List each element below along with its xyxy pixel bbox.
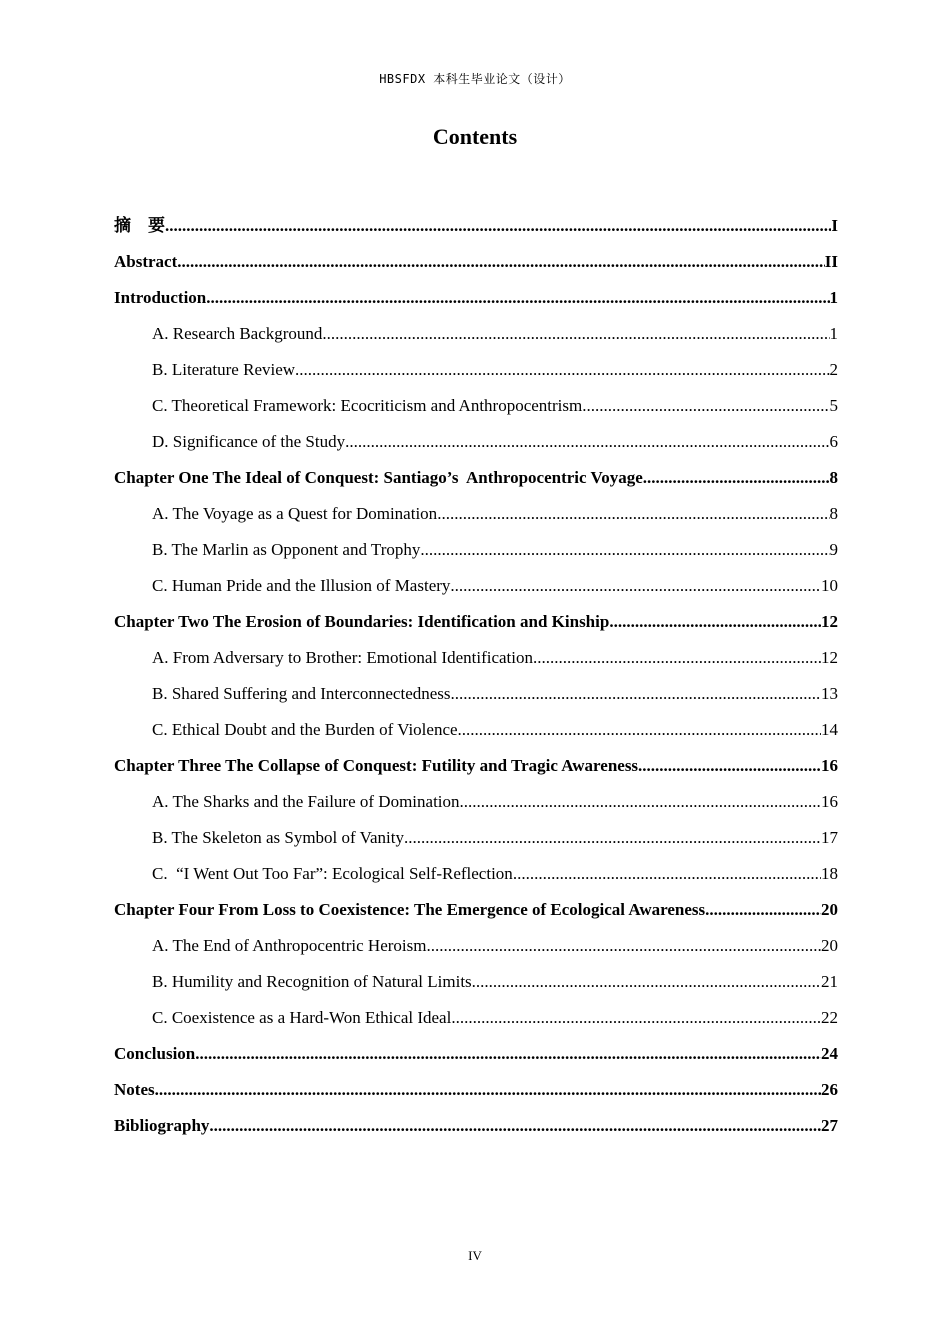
toc-entry-chapter[interactable] xyxy=(114,604,838,640)
toc-entry-title: A. Research Background xyxy=(152,324,323,343)
toc-entry-page: 2 xyxy=(829,360,838,379)
dot-leader xyxy=(582,388,829,424)
running-header: HBSFDX 本科生毕业论文（设计） xyxy=(379,72,571,86)
dot-leader xyxy=(209,1108,821,1144)
toc-entry-page: 20 xyxy=(821,900,838,919)
toc-entry-section[interactable] xyxy=(114,712,838,748)
toc-entry-page: 24 xyxy=(821,1044,838,1063)
toc-entry-title: B. Literature Review xyxy=(152,360,296,379)
toc-entry-title: C. Theoretical Framework: Ecocriticism and Anthropocentrism xyxy=(152,396,583,415)
toc-entry-page: 20 xyxy=(821,936,838,955)
dot-leader xyxy=(513,856,821,892)
toc-entry-title: 摘 要 xyxy=(114,216,165,235)
toc-entry-page: 18 xyxy=(821,864,838,883)
toc-entry-chapter[interactable] xyxy=(114,244,838,280)
dot-leader xyxy=(451,1000,821,1036)
toc-entry-chapter[interactable] xyxy=(114,280,838,316)
page-title: Contents xyxy=(432,124,518,149)
toc-entry-page: 1 xyxy=(829,324,838,343)
toc-entry-section[interactable] xyxy=(114,496,838,532)
toc-entry-chapter[interactable] xyxy=(114,748,838,784)
toc-entry-title: Abstract xyxy=(114,252,178,271)
toc-entry-title: Chapter One The Ideal of Conquest: Santiago’s Anthropocentric Voyage xyxy=(114,468,643,487)
toc-entry-chapter[interactable] xyxy=(114,1108,838,1144)
toc-entry-page: 22 xyxy=(821,1008,838,1027)
dot-leader xyxy=(472,964,821,1000)
toc-entry-page: 6 xyxy=(829,432,838,451)
toc-entry-chapter[interactable] xyxy=(114,1036,838,1072)
toc-entry-title: C. “I Went Out Too Far”: Ecological Self-Reflection xyxy=(152,864,513,883)
toc-entry-title: Chapter Two The Erosion of Boundaries: Identification and Kinship xyxy=(114,612,610,631)
toc-entry-title: A. From Adversary to Brother: Emotional Identification xyxy=(152,648,534,667)
toc-entry-page: 27 xyxy=(821,1116,838,1135)
toc-entry-section[interactable] xyxy=(114,424,838,460)
toc-entry-section[interactable] xyxy=(114,532,838,568)
toc-entry-page: 26 xyxy=(821,1080,838,1099)
toc-entry-chapter[interactable] xyxy=(114,892,838,928)
toc-entry-title: Chapter Four From Loss to Coexistence: The Emergence of Ecological Awareness xyxy=(114,900,706,919)
toc-entry-page: 14 xyxy=(821,720,838,739)
dot-leader xyxy=(638,748,821,784)
dot-leader xyxy=(404,820,821,856)
toc-entry-page: 12 xyxy=(821,612,838,631)
page-number: IV xyxy=(468,1248,482,1263)
toc-entry-page: 8 xyxy=(829,504,838,523)
toc-entry-title: C. Ethical Doubt and the Burden of Violence xyxy=(152,720,458,739)
toc-entry-title: A. The Voyage as a Quest for Domination xyxy=(152,504,438,523)
dot-leader xyxy=(420,532,829,568)
dot-leader xyxy=(609,604,821,640)
toc-entry-title: B. The Skeleton as Symbol of Vanity xyxy=(152,828,405,847)
dot-leader xyxy=(533,640,821,676)
dot-leader xyxy=(426,928,821,964)
dot-leader xyxy=(322,316,829,352)
dot-leader xyxy=(177,244,825,280)
dot-leader xyxy=(705,892,821,928)
dot-leader xyxy=(206,280,829,316)
dot-leader xyxy=(295,352,829,388)
toc-entry-section[interactable] xyxy=(114,1000,838,1036)
toc-entry-title: D. Significance of the Study xyxy=(152,432,346,451)
toc-entry-section[interactable] xyxy=(114,676,838,712)
toc-entry-chapter[interactable] xyxy=(114,460,838,496)
toc-entry-section[interactable] xyxy=(114,964,838,1000)
toc-entry-title: B. Shared Suffering and Interconnectedness xyxy=(152,684,451,703)
toc-entry-page: II xyxy=(824,252,838,271)
toc-entry-section[interactable] xyxy=(114,316,838,352)
toc-entry-section[interactable] xyxy=(114,820,838,856)
toc-entry-title: B. Humility and Recognition of Natural Limits xyxy=(152,972,472,991)
dot-leader xyxy=(460,784,821,820)
dot-leader xyxy=(451,676,821,712)
dot-leader xyxy=(345,424,829,460)
toc-entry-title: A. The End of Anthropocentric Heroism xyxy=(152,936,427,955)
toc-entry-title: Introduction xyxy=(114,288,207,307)
toc-entry-title: Chapter Three The Collapse of Conquest: Futility and Tragic Awareness xyxy=(114,756,639,775)
toc-entry-page: 17 xyxy=(821,828,838,847)
toc-entry-title: Conclusion xyxy=(114,1044,196,1063)
toc-entry-title: Notes xyxy=(114,1080,155,1099)
toc-entry-page: 1 xyxy=(829,288,838,307)
table-of-contents xyxy=(114,208,838,1144)
toc-entry-page: 8 xyxy=(829,468,838,487)
dot-leader xyxy=(155,1072,821,1108)
toc-entry-chapter[interactable] xyxy=(114,1072,838,1108)
toc-entry-page: 13 xyxy=(821,684,838,703)
toc-entry-page: 16 xyxy=(821,756,838,775)
toc-entry-chapter[interactable] xyxy=(114,208,838,244)
toc-entry-page: 12 xyxy=(821,648,838,667)
toc-entry-page: 5 xyxy=(829,396,838,415)
toc-entry-title: A. The Sharks and the Failure of Domination xyxy=(152,792,460,811)
toc-entry-page: I xyxy=(831,216,838,235)
dot-leader xyxy=(643,460,830,496)
toc-entry-page: 10 xyxy=(821,576,838,595)
dot-leader xyxy=(437,496,829,532)
toc-entry-page: 21 xyxy=(821,972,838,991)
toc-entry-section[interactable] xyxy=(114,856,838,892)
toc-entry-page: 16 xyxy=(821,792,838,811)
toc-entry-section[interactable] xyxy=(114,784,838,820)
toc-entry-section[interactable] xyxy=(114,640,838,676)
toc-entry-section[interactable] xyxy=(114,352,838,388)
toc-entry-title: C. Human Pride and the Illusion of Mastery xyxy=(152,576,451,595)
toc-entry-section[interactable] xyxy=(114,568,838,604)
dot-leader xyxy=(165,208,831,244)
dot-leader xyxy=(195,1036,821,1072)
toc-entry-section[interactable] xyxy=(114,388,838,424)
toc-entry-page: 9 xyxy=(829,540,838,559)
dot-leader xyxy=(450,568,821,604)
toc-entry-title: B. The Marlin as Opponent and Trophy xyxy=(152,540,421,559)
toc-entry-title: Bibliography xyxy=(114,1116,210,1135)
toc-entry-title: C. Coexistence as a Hard-Won Ethical Ideal xyxy=(152,1008,452,1027)
dot-leader xyxy=(458,712,821,748)
toc-entry-section[interactable] xyxy=(114,928,838,964)
